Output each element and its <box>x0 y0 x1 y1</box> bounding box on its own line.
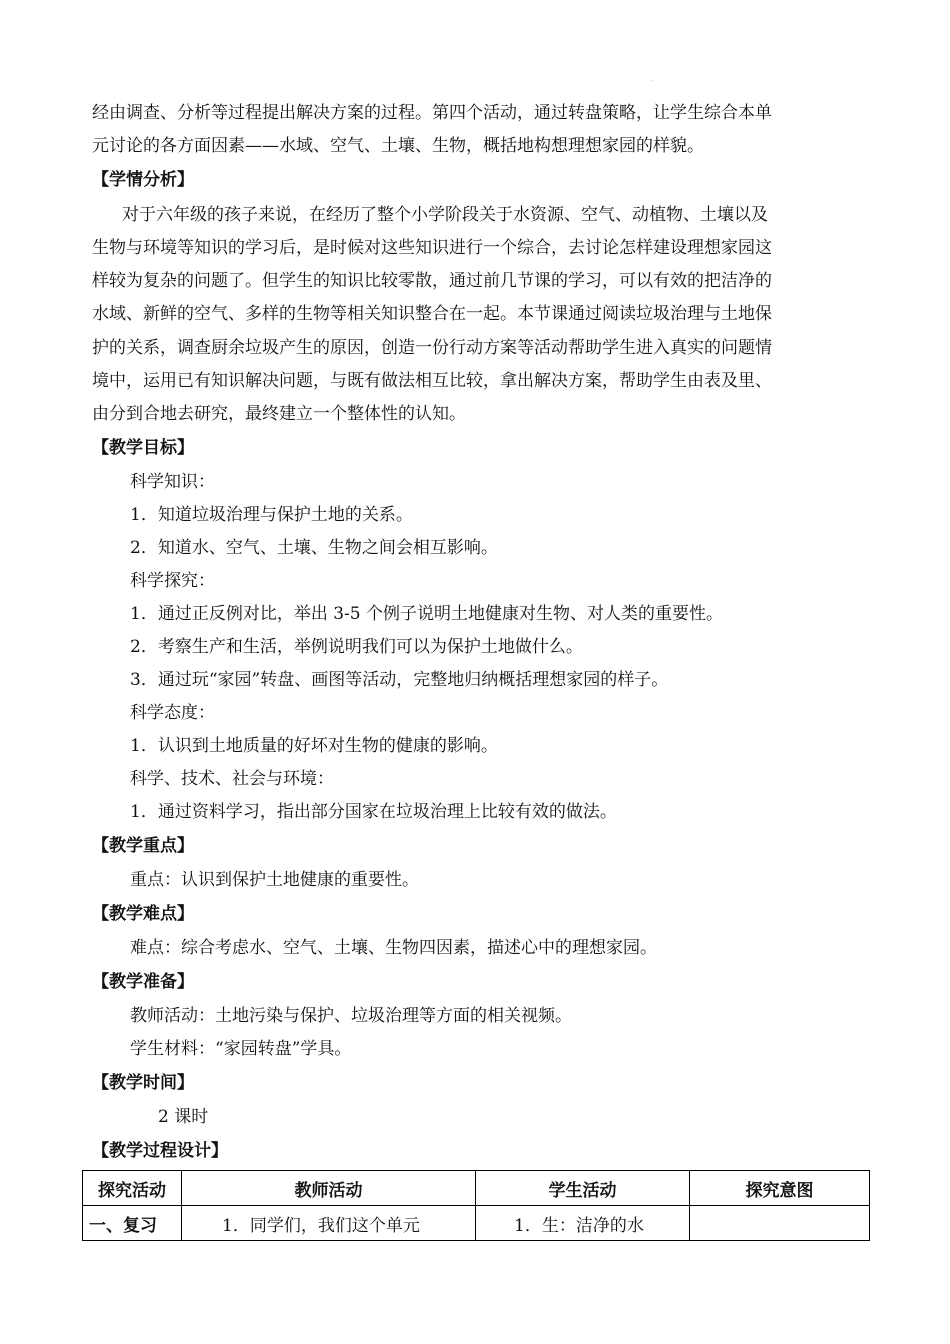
goals-inquiry-2: 2．考察生产和生活，举例说明我们可以为保护土地做什么。 <box>130 637 583 657</box>
analysis-line-1: 对于六年级的孩子来说，在经历了整个小学阶段关于水资源、空气、动植物、土壤以及 <box>122 205 768 225</box>
col-header-activity: 探究活动 <box>83 1171 182 1206</box>
col-header-intent: 探究意图 <box>690 1171 870 1206</box>
goals-attitude-1: 1．认识到土地质量的好坏对生物的健康的影响。 <box>130 736 498 756</box>
prep-student: 学生材料：“家园转盘”学具。 <box>130 1039 352 1059</box>
goals-knowledge-title: 科学知识： <box>130 472 215 492</box>
key-heading: 【教学重点】 <box>92 836 194 856</box>
intro-line-1: 经由调查、分析等过程提出解决方案的过程。第四个活动，通过转盘策略，让学生综合本单 <box>92 103 772 123</box>
col-header-teacher: 教师活动 <box>182 1171 476 1206</box>
goals-sts-title: 科学、技术、社会与环境： <box>130 769 334 789</box>
cell-intent <box>690 1206 870 1241</box>
analysis-line-2: 生物与环境等知识的学习后，是时候对这些知识进行一个综合，去讨论怎样建设理想家园这 <box>92 238 772 258</box>
goals-knowledge-2: 2．知道水、空气、土壤、生物之间会相互影响。 <box>130 538 498 558</box>
cell-activity: 一、复习 <box>83 1206 182 1241</box>
prep-teacher: 教师活动：土地污染与保护、垃圾治理等方面的相关视频。 <box>130 1006 572 1026</box>
time-text: 2 课时 <box>158 1107 209 1127</box>
cell-student: 1．生：洁净的水 <box>476 1206 690 1241</box>
analysis-line-6: 境中，运用已有知识解决问题，与既有做法相互比较，拿出解决方案，帮助学生由表及里、 <box>92 371 772 391</box>
goals-heading: 【教学目标】 <box>92 438 194 458</box>
table-row <box>83 1206 870 1241</box>
page-mark: · <box>651 78 653 85</box>
difficulty-text: 难点：综合考虑水、空气、土壤、生物四因素，描述心中的理想家园。 <box>130 938 657 958</box>
process-table-header <box>83 1171 870 1206</box>
goals-attitude-title: 科学态度： <box>130 703 215 723</box>
difficulty-heading: 【教学难点】 <box>92 904 194 924</box>
analysis-heading: 【学情分析】 <box>92 170 194 190</box>
key-text: 重点：认识到保护土地健康的重要性。 <box>130 870 419 890</box>
analysis-line-4: 水域、新鲜的空气、多样的生物等相关知识整合在一起。本节课通过阅读垃圾治理与土地保 <box>92 304 772 324</box>
time-heading: 【教学时间】 <box>92 1073 194 1093</box>
process-heading: 【教学过程设计】 <box>92 1141 228 1161</box>
goals-sts-1: 1．通过资料学习，指出部分国家在垃圾治理上比较有效的做法。 <box>130 802 617 822</box>
analysis-line-7: 由分到合地去研究，最终建立一个整体性的认知。 <box>92 404 466 424</box>
col-header-student: 学生活动 <box>476 1171 690 1206</box>
goals-inquiry-1: 1．通过正反例对比，举出 3-5 个例子说明土地健康对生物、对人类的重要性。 <box>130 604 723 624</box>
prep-heading: 【教学准备】 <box>92 972 194 992</box>
analysis-line-3: 样较为复杂的问题了。但学生的知识比较零散，通过前几节课的学习，可以有效的把洁净的 <box>92 271 772 291</box>
goals-knowledge-1: 1．知道垃圾治理与保护土地的关系。 <box>130 505 413 525</box>
goals-inquiry-3: 3．通过玩“家园”转盘、画图等活动，完整地归纳概括理想家园的样子。 <box>130 670 669 690</box>
analysis-line-5: 护的关系，调查厨余垃圾产生的原因，创造一份行动方案等活动帮助学生进入真实的问题情 <box>92 338 772 358</box>
cell-teacher: 1．同学们，我们这个单元 <box>182 1206 476 1241</box>
intro-line-2: 元讨论的各方面因素——水域、空气、土壤、生物，概括地构想理想家园的样貌。 <box>92 136 704 156</box>
process-table <box>82 1170 870 1241</box>
goals-inquiry-title: 科学探究： <box>130 571 215 591</box>
